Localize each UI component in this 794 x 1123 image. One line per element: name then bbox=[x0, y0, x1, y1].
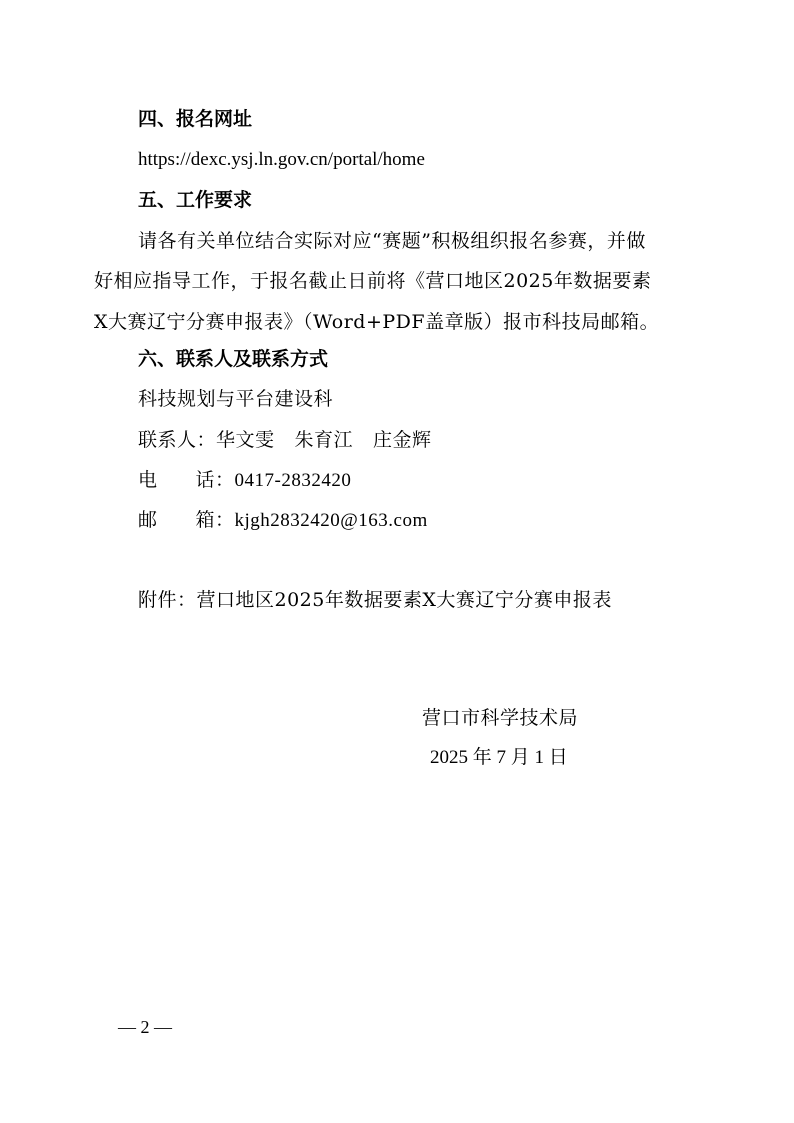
contacts-line bbox=[138, 428, 432, 452]
attachment-line: 附件：营口地区2025年数据要素X大赛辽宁分赛申报表 bbox=[138, 589, 612, 611]
contact-person: 朱育江 bbox=[294, 429, 354, 451]
signature-date: 2025 年 7 月 1 日 bbox=[430, 747, 568, 768]
phone-line bbox=[138, 468, 351, 493]
section5-paragraph-line-1: 请各有关单位结合实际对应“赛题”积极组织报名参赛，并做 bbox=[138, 230, 646, 252]
signature-org: 营口市科学技术局 bbox=[422, 707, 579, 729]
email-line bbox=[138, 508, 428, 533]
email-address: kjgh2832420@163.com bbox=[234, 510, 428, 531]
section6-heading: 六、联系人及联系方式 bbox=[138, 348, 329, 370]
phone-label-char1: 电 bbox=[138, 469, 158, 491]
phone-label-char2: 话： bbox=[195, 469, 235, 491]
section5-heading: 五、工作要求 bbox=[138, 189, 253, 211]
registration-url: https://dexc.ysj.ln.gov.cn/portal/home bbox=[138, 149, 425, 170]
contact-person: 庄金辉 bbox=[373, 429, 432, 451]
section5-paragraph-line-3: X大赛辽宁分赛申报表》（Word+PDF盖章版）报市科技局邮箱。 bbox=[94, 311, 660, 333]
phone-number: 0417-2832420 bbox=[234, 470, 352, 491]
department-name: 科技规划与平台建设科 bbox=[138, 388, 334, 410]
email-label-char2: 箱： bbox=[195, 509, 235, 531]
section5-paragraph-line-2: 好相应指导工作，于报名截止日前将《营口地区2025年数据要素 bbox=[94, 270, 652, 292]
page-number: — 2 — bbox=[118, 1017, 172, 1037]
section4-heading: 四、报名网址 bbox=[138, 108, 253, 130]
email-label-char1: 邮 bbox=[138, 509, 158, 531]
contact-person: 华文雯 bbox=[216, 429, 275, 451]
contacts-label: 联系人： bbox=[138, 429, 217, 451]
